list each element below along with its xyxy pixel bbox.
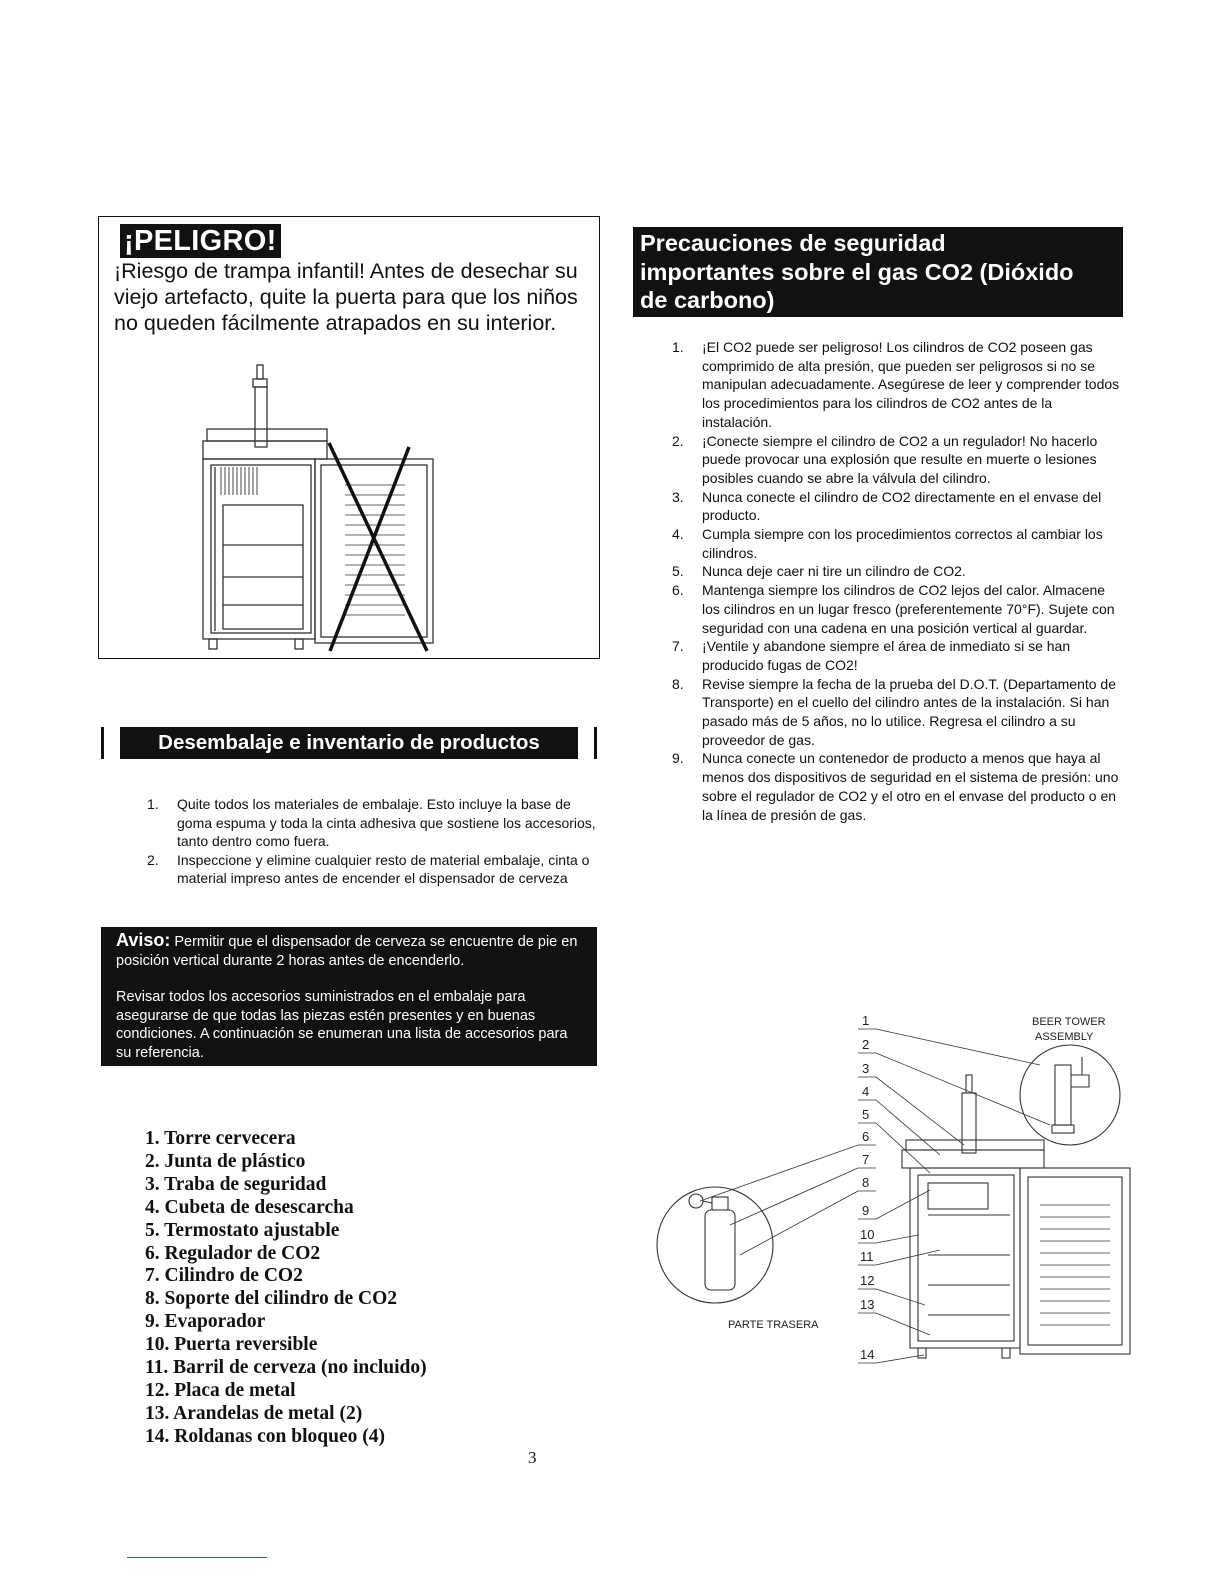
list-item: 8. Soporte del cilindro de CO2 xyxy=(145,1288,398,1310)
callout-9: 9 xyxy=(862,1203,870,1218)
parts-list xyxy=(145,1128,427,1449)
list-item: 2. Inspeccione y elimine cualquier resto de material embalaje, cinta o material impreso antes de encender el dispensador de cerveza xyxy=(147,851,590,886)
list-item: 3. Nunca conecte el cilindro de CO2 directamente en el envase del producto. xyxy=(672,488,1102,524)
unpacking-header-text: Desembalaje e inventario de productos xyxy=(120,727,578,759)
rear-label: PARTE TRASERA xyxy=(728,1319,819,1331)
page-number: 3 xyxy=(528,1448,537,1467)
list-item: 12. Placa de metal xyxy=(145,1379,296,1401)
list-item: 5. Nunca deje caer ni tire un cilindro de CO2. xyxy=(672,563,966,580)
co2-header-line-1: Precauciones de seguridad xyxy=(640,230,946,256)
cylinder-detail-circle xyxy=(657,1187,773,1303)
notice-text-1: Permitir que el dispensador de cerveza se encuentre de pie en posición vertical durante 2 horas antes de encenderlo. xyxy=(116,934,578,969)
callout-8: 8 xyxy=(862,1175,870,1190)
footer-rule xyxy=(127,1557,267,1558)
list-item: 1. ¡El CO2 puede ser peligroso! Los cilindros de CO2 poseen gas comprimido de alta presión, que pueden ser peligrosos si no se manipulan adecuadamente. Asegúrese de leer y comprender todos los procedimientos para los cilindros de CO2 antes de la instalación. xyxy=(672,339,1120,430)
list-item: 3. Traba de seguridad xyxy=(145,1173,327,1195)
unpacking-section-header xyxy=(101,727,597,759)
callout-6: 6 xyxy=(862,1129,870,1144)
co2-precautions-list xyxy=(672,338,1122,824)
list-item: 6. Regulador de CO2 xyxy=(145,1242,321,1264)
beer-tower-label-1: BEER TOWER xyxy=(1032,1016,1106,1028)
list-item: 2. ¡Conecte siempre el cilindro de CO2 a un regulador! No hacerlo puede provocar una explosión que resulte en muerte o lesiones posibles cuando se abre la válvula del cilindro. xyxy=(672,432,1098,486)
callout-5: 5 xyxy=(862,1107,870,1122)
co2-header-line-2: importantes sobre el gas CO2 (Dióxido xyxy=(640,258,1074,285)
callout-4: 4 xyxy=(862,1084,870,1099)
list-item: 13. Arandelas de metal (2) xyxy=(145,1402,363,1424)
list-item: 14. Roldanas con bloqueo (4) xyxy=(145,1425,385,1447)
list-item: 6. Mantenga siempre los cilindros de CO2 lejos del calor. Almacene los cilindros en un lugar fresco (preferentemente 70°F). Sujete con seguridad con una cadena en una posición vertical al guardar. xyxy=(672,582,1115,636)
callout-7: 7 xyxy=(862,1152,870,1167)
callout-14: 14 xyxy=(860,1347,875,1362)
callout-10: 10 xyxy=(860,1227,875,1242)
beer-tower-label-2: ASSEMBLY xyxy=(1035,1031,1094,1043)
callout-13: 13 xyxy=(860,1297,875,1312)
co2-header-line-3: de carbono) xyxy=(640,287,775,313)
unpacking-steps-list xyxy=(147,795,597,888)
list-item: 4. Cumpla siempre con los procedimientos correctos al cambiar los cilindros. xyxy=(672,526,1103,561)
list-item: 8. Revise siempre la fecha de la prueba del D.O.T. (Departamento de Transporte) en el cuello del cilindro antes de la instalación. Si han pasado más de 5 años, no lo utilice. Regresa el cilindro a su proveedor de gas. xyxy=(672,675,1116,748)
co2-section-header xyxy=(633,227,1123,317)
danger-text: ¡Riesgo de trampa infantil! Antes de desechar su viejo artefacto, quite la puerta para que los niños no queden fácilmente atrapados en su interior. xyxy=(114,259,578,335)
callout-2: 2 xyxy=(862,1037,870,1052)
callout-12: 12 xyxy=(860,1273,875,1288)
callout-3: 3 xyxy=(862,1061,870,1076)
list-item: 9. Evaporador xyxy=(145,1311,266,1333)
callout-11: 11 xyxy=(860,1249,874,1264)
list-item: 9. Nunca conecte un contenedor de producto a menos que haya al menos dos dispositivos de seguridad en el sistema de presión: uno sobre el regulador de CO2 y el otro en el envase del producto o en la línea de presión de gas. xyxy=(672,750,1119,823)
danger-title: ¡PELIGRO! xyxy=(120,224,281,258)
list-item: 1. Quite todos los materiales de embalaje. Esto incluye la base de goma espuma y toda la cinta adhesiva que sostiene los accesorios, tanto dentro como fuera. xyxy=(147,796,596,849)
callout-1: 1 xyxy=(862,1013,870,1028)
notice-text-2: Revisar todos los accesorios suministrados en el embalaje para asegurarse de que todas las piezas estén presentes y en buenas condiciones. A continuación se enumeran una lista de accesorios para su referencia. xyxy=(116,989,568,1061)
list-item: 11. Barril de cerveza (no incluido) xyxy=(145,1357,427,1379)
list-item: 7. Cilindro de CO2 xyxy=(145,1265,303,1287)
list-item: 4. Cubeta de desescarcha xyxy=(145,1196,354,1218)
parts-diagram xyxy=(640,1005,1150,1385)
list-item: 1. Torre cervecera xyxy=(145,1128,296,1149)
list-item: 5. Termostato ajustable xyxy=(145,1219,340,1241)
list-item: 7. ¡Ventile y abandone siempre el área de inmediato si se han producido fugas de CO2! xyxy=(672,638,1071,673)
tower-detail-circle xyxy=(1020,1045,1120,1145)
dispenser-door-warning-illustration xyxy=(195,355,445,655)
notice-box xyxy=(101,927,597,1066)
notice-label: Aviso: xyxy=(116,930,171,950)
list-item: 2. Junta de plástico xyxy=(145,1150,306,1172)
list-item: 10. Puerta reversible xyxy=(145,1334,318,1356)
